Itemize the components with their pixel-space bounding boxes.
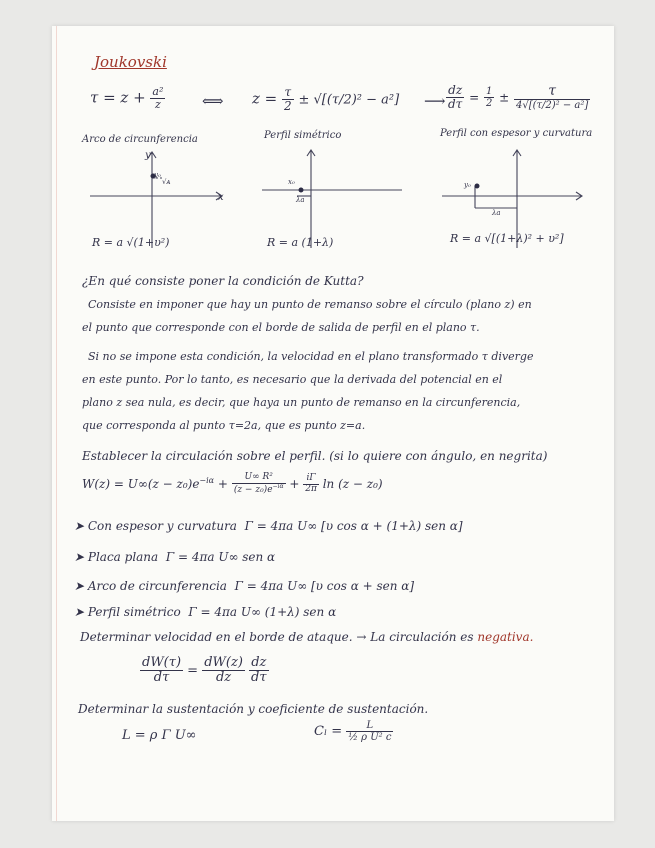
- circulation-heading: Establecer la circulación sobre el perfil. (si lo quiere con ángulo, en negrita): [82, 449, 548, 463]
- margin-line: [56, 26, 57, 821]
- notebook-page: [52, 26, 614, 821]
- velocity-chain-rule: $\frac{dW(\tau)}{d\tau}$ = $\frac{dW(z)}{dz}$ $\frac{dz}{d\tau}$: [142, 655, 267, 686]
- implies-arrow: ⟶: [424, 92, 446, 110]
- bullet-arrow-icon: ➤: [74, 550, 88, 564]
- x-axis-label: x: [218, 192, 224, 203]
- page-title: Joukovski: [94, 53, 167, 71]
- profile-label-camber: Perfil con espesor y curvatura: [440, 128, 593, 139]
- kutta-line: el punto que corresponde con el borde de salida de perfil en el plano τ.: [82, 321, 480, 334]
- profile-label-arc: Arco de circunferencia: [82, 134, 198, 145]
- kutta-question: ¿En qué consiste poner la condición de Kutta?: [82, 274, 364, 288]
- inverse-map: z = $\frac{\tau}{2}$ ± √[(τ/2)² − a²]: [252, 85, 400, 114]
- bullet-arc: ➤ Arco de circunferencia Γ = 4πa U∞ [υ cos α + sen α]: [74, 579, 415, 593]
- complex-potential: $W(z) = U\infty(z - z_0)e^{-i\alpha}$ + $\frac{\text{U∞ R²}}{(z - z_0)e^{-i\alpha}}$ + $\frac{i\Gamma}{2\pi}$ ln (z − z₀): [82, 472, 383, 495]
- bullet-symmetric: ➤ Perfil simétrico Γ = 4πa U∞ (1+λ) sen α: [74, 605, 337, 619]
- bullet-arrow-icon: ➤: [74, 605, 88, 619]
- lift-coefficient: Cₗ = $\frac{L}{\text{½ ρ U² c}}$: [314, 720, 392, 743]
- x0-label: x₀: [288, 178, 295, 186]
- kutta-line: plano z sea nula, es decir, que haya un punto de remanso en la circunferencia,: [82, 396, 521, 409]
- kutta-line: Consiste en imponer que hay un punto de remanso sobre el círculo (plano z) en: [88, 298, 532, 311]
- lift-formula: L = ρ Γ U∞: [122, 728, 197, 743]
- iff-symbol: ⟺: [202, 92, 224, 110]
- joukowski-map: τ = z + $\frac{\text{a²}}{z}$: [90, 85, 164, 112]
- negative-word: negativa.: [477, 630, 534, 644]
- profile-label-symmetric: Perfil simétrico: [264, 130, 342, 141]
- offset-label: λa: [296, 196, 305, 204]
- radius-arc: R = a √(1+υ²): [92, 236, 170, 249]
- bullet-arrow-icon: ➤: [74, 519, 88, 533]
- y0-label: y₀: [464, 181, 471, 189]
- leading-edge-line: Determinar velocidad en el borde de ataque. → La circulación es negativa.: [80, 630, 534, 644]
- derivative-map: $\frac{dz}{d\tau}$ = $\frac{1}{2}$ ± $\frac{\tau}{\text{4√[(τ/2)² − a²]}}$: [448, 83, 589, 112]
- offset-label: √ᴀ: [162, 178, 171, 186]
- center-point: [299, 188, 304, 193]
- offset-label: λa: [492, 209, 501, 217]
- bullet-arrow-icon: ➤: [74, 579, 88, 593]
- radius-symmetric: R = a (1+λ): [267, 236, 334, 249]
- kutta-line: en este punto. Por lo tanto, es necesario que la derivada del potencial en el: [82, 373, 503, 386]
- lift-heading: Determinar la sustentación y coeficiente de sustentación.: [78, 702, 429, 716]
- kutta-line: Si no se impone esta condición, la velocidad en el plano transformado τ diverge: [88, 350, 534, 363]
- bullet-thickness-camber: ➤ Con espesor y curvatura Γ = 4πa U∞ [υ cos α + (1+λ) sen α]: [74, 519, 463, 533]
- y-axis-label: y: [145, 150, 151, 161]
- center-point: [475, 184, 480, 189]
- y0-label: y₀: [154, 171, 161, 179]
- symmetric-diagram: [257, 144, 407, 249]
- radius-camber: R = a √[(1+λ)² + υ²]: [450, 232, 564, 245]
- bullet-flat-plate: ➤ Placa plana Γ = 4πa U∞ sen α: [74, 550, 276, 564]
- kutta-line: que corresponda al punto τ=2a, que es punto z=a.: [82, 419, 366, 432]
